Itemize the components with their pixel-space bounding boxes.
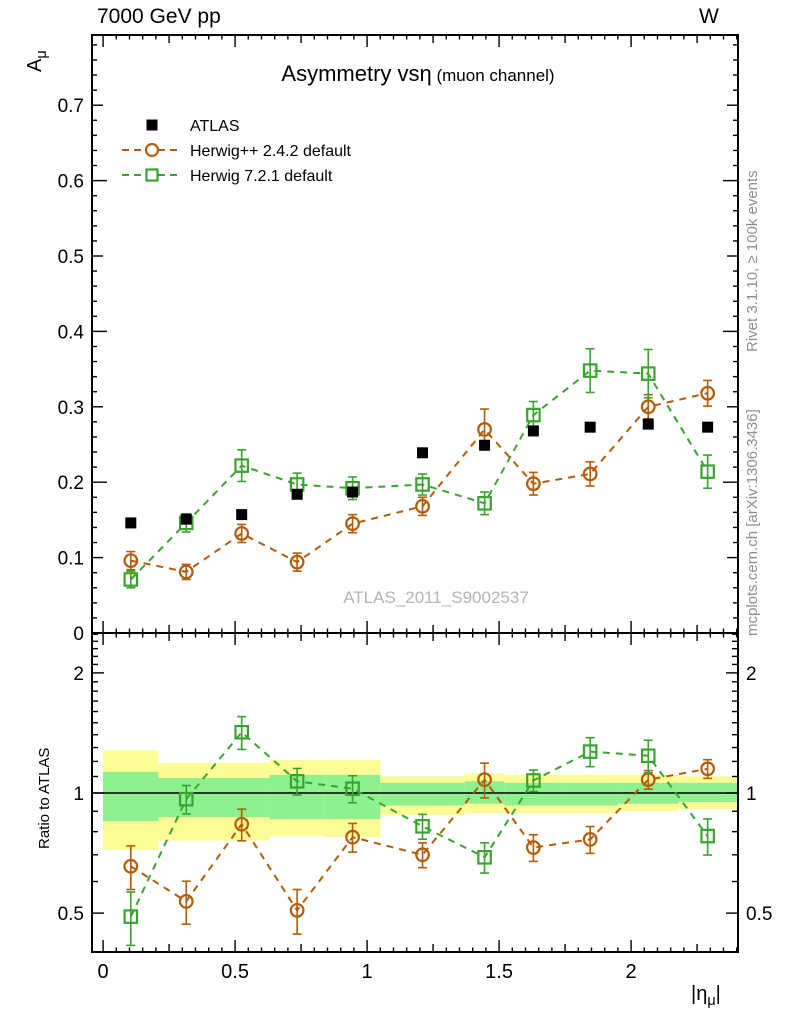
process-label: W [699, 5, 719, 28]
data-point-filled-square [181, 514, 192, 525]
main-y-tick-label: 0.1 [57, 548, 84, 570]
data-point-filled-square [702, 422, 713, 433]
main-y-tick-label: 0.4 [57, 322, 84, 344]
main-y-tick-label: 0.2 [57, 473, 84, 495]
x-tick-label: 2 [625, 961, 637, 983]
data-point-filled-square [292, 489, 303, 500]
ratio-y-tick-label-right: 1 [746, 784, 757, 805]
main-panel-frame [92, 35, 738, 633]
main-y-axis-title-text: A [24, 58, 46, 72]
main-y-tick-label: 0.3 [57, 397, 84, 419]
x-axis-title [691, 983, 721, 1009]
analysis-id-watermark: ATLAS_2011_S9002537 [343, 588, 529, 607]
band-inner-segment [380, 783, 464, 806]
main-y-tick-label: 0.6 [57, 171, 84, 193]
series-main-herwigpp [125, 380, 714, 579]
legend [122, 118, 352, 185]
series-line [131, 371, 708, 580]
legend-marker-open-circle [146, 144, 158, 156]
main-y-tick-label: 0.7 [57, 96, 84, 118]
main-y-axis-title [24, 50, 50, 72]
series-line [131, 393, 708, 572]
legend-marker-filled-square [147, 120, 158, 131]
data-point-filled-square [585, 422, 596, 433]
main-y-axis-title-sub: μ [34, 50, 50, 59]
data-point-filled-square [528, 425, 539, 436]
ratio-y-tick-label-right: 0.5 [746, 904, 773, 926]
legend-label: ATLAS [190, 118, 240, 135]
data-point-filled-square [236, 509, 247, 520]
band-inner-segment [103, 772, 158, 821]
x-axis-title-pre: |η [691, 983, 708, 1005]
ratio-y-tick-label-right: 2 [746, 663, 757, 685]
x-tick-label: 0 [97, 961, 109, 983]
ratio-uncertainty-bands [103, 750, 738, 850]
main-y-tick-label: 0.5 [57, 247, 84, 268]
x-tick-label: 0.5 [221, 961, 249, 983]
ratio-y-axis-title: Ratio to ATLAS [36, 747, 53, 849]
ratio-y-tick-label-left: 0.5 [57, 904, 84, 926]
axis-tick-labels [58, 96, 773, 983]
plot-title: Asymmetry vsη (muon channel) [281, 61, 555, 86]
data-point-filled-square [347, 487, 358, 498]
data-point-filled-square [417, 447, 428, 458]
legend-label: Herwig 7.2.1 default [190, 168, 333, 185]
band-inner-segment [562, 783, 617, 806]
legend-marker-open-square [147, 170, 158, 181]
ratio-y-tick-label-left: 1 [73, 784, 84, 805]
x-tick-label: 1.5 [485, 961, 513, 983]
main-y-tick-label: 0 [73, 624, 84, 645]
x-tick-label: 1 [361, 961, 373, 983]
beam-energy-label: 7000 GeV pp [97, 5, 221, 28]
mcplots-credit-label: mcplots.cern.ch [arXiv:1306.3436] [744, 409, 761, 636]
legend-label: Herwig++ 2.4.2 default [190, 143, 351, 160]
series-main-herwig7 [125, 349, 714, 588]
data-point-filled-square [125, 517, 136, 528]
data-point-filled-square [643, 419, 654, 430]
ratio-y-tick-label-left: 2 [73, 663, 84, 685]
x-axis-title-sub: μ [707, 993, 716, 1009]
data-point-filled-square [479, 440, 490, 451]
rivet-version-label: Rivet 3.1.10, ≥ 100k events [744, 170, 761, 352]
x-axis-title-post: | [715, 983, 721, 1005]
